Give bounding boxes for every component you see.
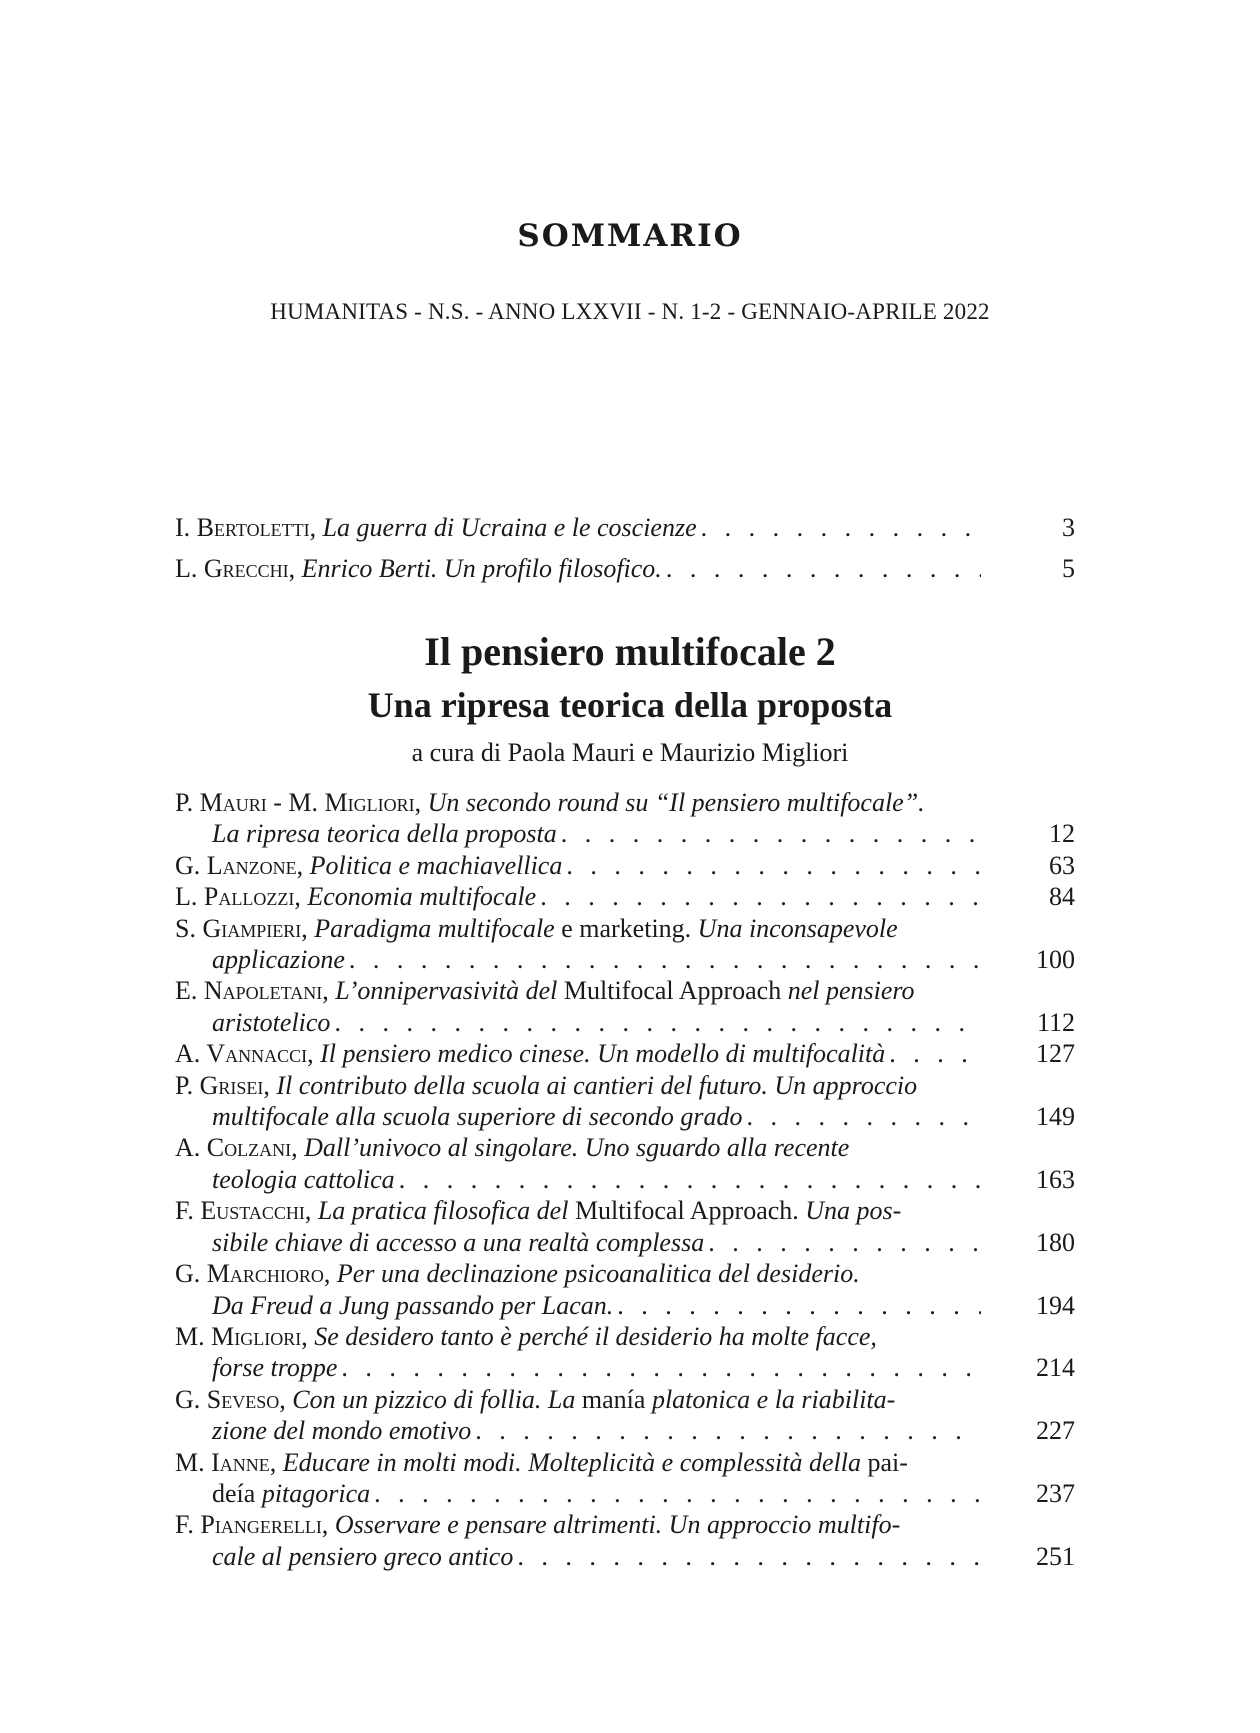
- entry-page: 100: [1036, 945, 1075, 975]
- entry-author: A. Vannacci,: [175, 1039, 314, 1069]
- toc-entry[interactable]: [175, 1132, 1075, 1195]
- entry-page: 127: [1036, 1039, 1075, 1069]
- entry-title: Economia multifocale: [307, 882, 537, 912]
- entry-author: E. Napoletani,: [175, 976, 329, 1006]
- entry-page: 180: [1036, 1227, 1075, 1257]
- entry-page: 63: [1049, 850, 1075, 880]
- entry-title: Educare in molti modi. Molteplicità e complessità della: [282, 1447, 861, 1477]
- entry-title-roman: deía: [212, 1478, 256, 1508]
- entry-author: I. Bertoletti,: [175, 513, 317, 542]
- dot-leader: [561, 818, 981, 849]
- entry-title: Un secondo round su “Il pensiero multifocale”.: [427, 788, 925, 817]
- entry-title: Una inconsapevole: [697, 913, 898, 943]
- entry-title: Politica e machiavellica: [309, 850, 563, 880]
- toc-entry[interactable]: [175, 1447, 1075, 1510]
- toc-entry[interactable]: [175, 1070, 1075, 1133]
- dot-leader: [399, 1164, 981, 1195]
- toc-entry[interactable]: [175, 1038, 1075, 1069]
- dot-leader: [349, 944, 981, 975]
- entry-title-continuation: La ripresa teorica della proposta: [212, 819, 557, 849]
- entry-page: 227: [1036, 1416, 1075, 1446]
- dot-leader: [334, 1007, 981, 1038]
- entry-author: L. Pallozzi,: [175, 882, 301, 912]
- dot-leader: [708, 1227, 981, 1258]
- toc-entry[interactable]: [175, 1195, 1075, 1258]
- entry-page: 251: [1036, 1541, 1075, 1571]
- entry-author: G. Seveso,: [175, 1384, 286, 1414]
- entry-author: P. Grisei,: [175, 1070, 270, 1100]
- entry-author: M. Ianne,: [175, 1447, 277, 1477]
- entry-title: L’onnipervasività del: [335, 976, 558, 1006]
- toc-entry[interactable]: [175, 787, 1075, 850]
- entry-title-continuation: applicazione: [212, 945, 345, 975]
- entry-title-continuation: multifocale alla scuola superiore di secondo grado: [212, 1102, 743, 1132]
- entry-title-roman: Multifocal Approach.: [568, 1196, 806, 1226]
- entry-title-continuation: pitagorica: [255, 1478, 371, 1508]
- entry-title: Paradigma multifocale: [314, 913, 555, 943]
- entry-author: G. Marchioro,: [175, 1259, 331, 1289]
- toc-entry[interactable]: [175, 850, 1075, 881]
- entry-title-continuation: forse troppe: [212, 1353, 338, 1383]
- entry-title: Il contributo della scuola ai cantieri del futuro. Un approccio: [276, 1070, 918, 1100]
- page-title: SOMMARIO: [517, 218, 743, 254]
- entry-title-continuation: zione del mondo emotivo: [212, 1416, 472, 1446]
- toc-entry[interactable]: [175, 881, 1075, 912]
- entry-author: L. Grecchi,: [175, 554, 296, 583]
- intro-toc: [175, 507, 1075, 589]
- entry-title-roman: manía: [575, 1384, 652, 1414]
- entry-page: 12: [1049, 819, 1075, 849]
- toc-entry[interactable]: [175, 913, 1075, 976]
- entry-page: 149: [1036, 1102, 1075, 1132]
- issue-line: HUMANITAS - N.S. - ANNO LXXVII - N. 1-2 - GENNAIO-APRILE 2022: [270, 299, 990, 324]
- entry-title-roman: Multifocal Approach: [557, 976, 788, 1006]
- dot-leader: [701, 507, 981, 548]
- section-toc: [175, 787, 1075, 1572]
- entry-author: M. Migliori,: [175, 1321, 308, 1351]
- dot-leader: [341, 1352, 981, 1383]
- entry-title: nel pensiero: [787, 976, 915, 1006]
- entry-title: Osservare e pensare altrimenti. Un approccio multifo-: [334, 1510, 901, 1540]
- entry-title: Enrico Berti. Un profilo filosofico.: [301, 554, 662, 583]
- dot-leader: [566, 850, 981, 881]
- entry-page: 112: [1036, 1007, 1075, 1037]
- dot-leader: [617, 1290, 981, 1321]
- entry-page: 5: [1062, 554, 1075, 583]
- section-title: Il pensiero multifocale 2: [424, 629, 836, 674]
- entry-title-continuation: teologia cattolica: [212, 1164, 395, 1194]
- entry-title: Con un pizzico di follia. La: [292, 1384, 576, 1414]
- entry-author: G. Lanzone,: [175, 850, 304, 880]
- entry-title-continuation: cale al pensiero greco antico: [212, 1541, 514, 1571]
- toc-entry[interactable]: [175, 548, 1075, 589]
- entry-page: 194: [1036, 1290, 1075, 1320]
- section-curators: a cura di Paola Mauri e Maurizio Migliori: [411, 738, 849, 767]
- toc-entry[interactable]: [175, 1509, 1075, 1572]
- toc-entry[interactable]: [175, 1258, 1075, 1321]
- entry-title: La guerra di Ucraina e le coscienze: [322, 513, 697, 542]
- toc-entry[interactable]: [175, 1384, 1075, 1447]
- entry-title: Per una declinazione psicoanalitica del desiderio.: [336, 1259, 860, 1289]
- entry-title-roman: pai-: [860, 1447, 908, 1477]
- dot-leader: [889, 1038, 981, 1069]
- dot-leader: [374, 1478, 981, 1509]
- entry-page: 3: [1062, 513, 1075, 542]
- entry-title-continuation: Da Freud a Jung passando per Lacan.: [212, 1290, 614, 1320]
- toc-entry[interactable]: [175, 1321, 1075, 1384]
- entry-title: Una pos-: [805, 1196, 902, 1226]
- dot-leader: [747, 1101, 981, 1132]
- entry-title-continuation: aristotelico: [212, 1007, 331, 1037]
- dot-leader: [517, 1541, 981, 1572]
- entry-page: 237: [1036, 1478, 1075, 1508]
- dot-leader: [475, 1415, 981, 1446]
- entry-author: F. Piangerelli,: [175, 1510, 329, 1540]
- entry-author: P. Mauri - M. Migliori,: [175, 788, 422, 817]
- toc-entry[interactable]: [175, 507, 1075, 548]
- toc-entry[interactable]: [175, 975, 1075, 1038]
- entry-page: 163: [1036, 1164, 1075, 1194]
- entry-title: Dall’univoco al singolare. Uno sguardo alla recente: [304, 1133, 850, 1163]
- entry-title-roman: e marketing.: [554, 913, 698, 943]
- entry-title: platonica e la riabilita-: [651, 1384, 896, 1414]
- entry-title-continuation: sibile chiave di accesso a una realtà complessa: [212, 1227, 705, 1257]
- dot-leader: [540, 881, 981, 912]
- entry-page: 214: [1036, 1353, 1075, 1383]
- section-subtitle: Una ripresa teorica della proposta: [367, 685, 893, 725]
- entry-author: F. Eustacchi,: [175, 1196, 312, 1226]
- entry-author: A. Colzani,: [175, 1133, 298, 1163]
- entry-title: Il pensiero medico cinese. Un modello di multifocalità: [320, 1039, 886, 1069]
- entry-title: Se desidero tanto è perché il desiderio ha molte facce,: [314, 1321, 877, 1351]
- dot-leader: [666, 548, 981, 589]
- entry-author: S. Giampieri,: [175, 913, 308, 943]
- entry-title: La pratica filosofica del: [317, 1196, 569, 1226]
- entry-page: 84: [1049, 882, 1075, 912]
